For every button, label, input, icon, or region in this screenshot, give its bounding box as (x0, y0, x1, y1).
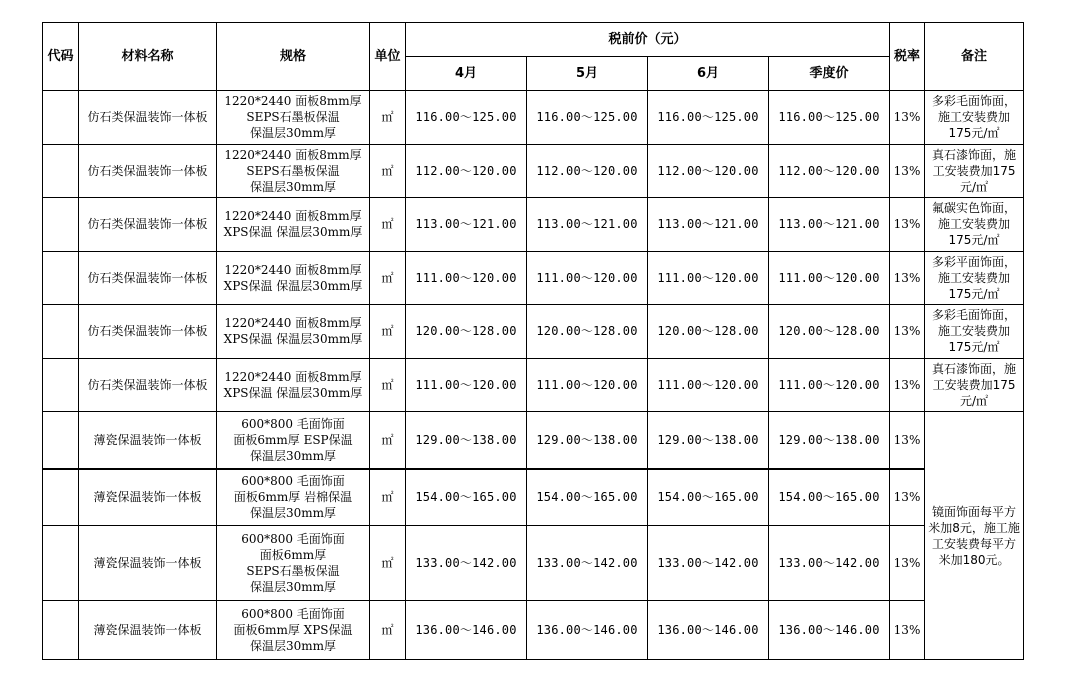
tax-rate-cell: 13% (890, 526, 925, 601)
tax-rate-cell: 13% (890, 412, 925, 469)
unit-cell: ㎡ (370, 526, 406, 601)
price-quarter-cell: 120.00～128.00 (769, 305, 890, 359)
price-table (42, 22, 1024, 660)
spec-line: 保温层30mm厚 (249, 506, 337, 521)
header-quarter-price: 季度价 (769, 57, 890, 91)
table-row (43, 358, 1024, 412)
material-name-cell: 薄瓷保温装饰一体板 (79, 412, 217, 469)
table-row (43, 469, 1024, 526)
price-may-cell: 112.00～120.00 (527, 144, 648, 198)
note-cell: 多彩平面饰面，施工安装费加175元/㎡ (925, 251, 1024, 305)
spec-cell (217, 91, 370, 145)
spec-cell (217, 198, 370, 252)
spec-line: 1220*2440 面板8mm厚 (224, 209, 362, 224)
header-note: 备注 (925, 23, 1024, 91)
material-name-cell: 仿石类保温装饰一体板 (79, 251, 217, 305)
price-june-cell: 133.00～142.00 (648, 526, 769, 601)
material-name-cell: 薄瓷保温装饰一体板 (79, 469, 217, 526)
tax-rate-cell: 13% (890, 251, 925, 305)
spec-line: 600*800 毛面饰面 (241, 474, 345, 489)
spec-cell (217, 469, 370, 526)
table-row (43, 526, 1024, 601)
code-cell (43, 412, 79, 469)
spec-line: 600*800 毛面饰面 (241, 532, 345, 546)
spec-line: 保温层30mm厚 (249, 448, 337, 463)
spec-line: 1220*2440 面板8mm厚 (224, 262, 362, 277)
spec-line: 面板6mm厚 ESP保温 (233, 432, 353, 447)
spec-cell (217, 144, 370, 198)
spec-line: SEPS石墨板保温 (246, 163, 340, 178)
material-name-cell: 仿石类保温装饰一体板 (79, 305, 217, 359)
code-cell (43, 251, 79, 305)
price-may-cell: 120.00～128.00 (527, 305, 648, 359)
header-name: 材料名称 (79, 23, 217, 91)
header-month-june: 6月 (648, 57, 769, 91)
merged-note-cell: 镜面饰面每平方米加8元，施工施工安装费每平方米加180元。 (925, 412, 1024, 660)
note-cell: 氟碳实色饰面，施工安装费加175元/㎡ (925, 198, 1024, 252)
unit-cell: ㎡ (370, 198, 406, 252)
material-name-cell: 仿石类保温装饰一体板 (79, 198, 217, 252)
unit-cell: ㎡ (370, 601, 406, 660)
material-name-cell: 薄瓷保温装饰一体板 (79, 526, 217, 601)
material-name-cell: 薄瓷保温装饰一体板 (79, 601, 217, 660)
price-april-cell: 129.00～138.00 (406, 412, 527, 469)
price-april-cell: 112.00～120.00 (406, 144, 527, 198)
header-price-group: 税前价（元） (406, 23, 890, 57)
spec-line: XPS保温 保温层30mm厚 (223, 278, 363, 293)
spec-line: 1220*2440 面板8mm厚 (224, 316, 362, 331)
price-april-cell: 111.00～120.00 (406, 358, 527, 412)
header-month-april: 4月 (406, 57, 527, 91)
price-may-cell: 129.00～138.00 (527, 412, 648, 469)
note-cell: 多彩毛面饰面，施工安装费加175元/㎡ (925, 305, 1024, 359)
spec-line: 面板6mm厚 岩棉保温 (233, 490, 353, 505)
header-month-may: 5月 (527, 57, 648, 91)
tax-rate-cell: 13% (890, 91, 925, 145)
code-cell (43, 91, 79, 145)
spec-cell (217, 305, 370, 359)
price-quarter-cell: 112.00～120.00 (769, 144, 890, 198)
price-may-cell: 113.00～121.00 (527, 198, 648, 252)
price-may-cell: 133.00～142.00 (527, 526, 648, 601)
price-quarter-cell: 136.00～146.00 (769, 601, 890, 660)
price-april-cell: 113.00～121.00 (406, 198, 527, 252)
price-april-cell: 154.00～165.00 (406, 469, 527, 526)
price-may-cell: 111.00～120.00 (527, 251, 648, 305)
spec-line: XPS保温 保温层30mm厚 (223, 332, 363, 347)
spec-line: XPS保温 保温层30mm厚 (223, 385, 363, 400)
table-row (43, 601, 1024, 660)
material-name-cell: 仿石类保温装饰一体板 (79, 91, 217, 145)
price-quarter-cell: 111.00～120.00 (769, 358, 890, 412)
unit-cell: ㎡ (370, 305, 406, 359)
tax-rate-cell: 13% (890, 469, 925, 526)
price-june-cell: 111.00～120.00 (648, 358, 769, 412)
price-april-cell: 116.00～125.00 (406, 91, 527, 145)
price-april-cell: 111.00～120.00 (406, 251, 527, 305)
price-june-cell: 112.00～120.00 (648, 144, 769, 198)
tax-rate-cell: 13% (890, 601, 925, 660)
note-cell: 真石漆饰面，施工安装费加175元/㎡ (925, 358, 1024, 412)
material-name-cell: 仿石类保温装饰一体板 (79, 144, 217, 198)
price-june-cell: 154.00～165.00 (648, 469, 769, 526)
spec-line: 面板6mm厚 (259, 548, 327, 562)
price-quarter-cell: 111.00～120.00 (769, 251, 890, 305)
price-april-cell: 120.00～128.00 (406, 305, 527, 359)
table-row (43, 251, 1024, 305)
unit-cell: ㎡ (370, 144, 406, 198)
code-cell (43, 601, 79, 660)
table-row (43, 412, 1024, 469)
code-cell (43, 526, 79, 601)
price-may-cell: 116.00～125.00 (527, 91, 648, 145)
price-quarter-cell: 129.00～138.00 (769, 412, 890, 469)
code-cell (43, 358, 79, 412)
note-cell: 真石漆饰面，施工安装费加175元/㎡ (925, 144, 1024, 198)
tax-rate-cell: 13% (890, 358, 925, 412)
price-june-cell: 129.00～138.00 (648, 412, 769, 469)
table-row (43, 144, 1024, 198)
code-cell (43, 198, 79, 252)
code-cell (43, 469, 79, 526)
spec-line: 1220*2440 面板8mm厚 (224, 369, 362, 384)
spec-cell (217, 601, 370, 660)
spec-line: 保温层30mm厚 (249, 580, 337, 594)
tax-rate-cell: 13% (890, 305, 925, 359)
spec-line: XPS保温 保温层30mm厚 (223, 225, 363, 240)
spec-line: 600*800 毛面饰面 (241, 607, 345, 621)
table-row (43, 91, 1024, 145)
spec-cell (217, 526, 370, 601)
code-cell (43, 305, 79, 359)
price-june-cell: 111.00～120.00 (648, 251, 769, 305)
unit-cell: ㎡ (370, 412, 406, 469)
spec-cell (217, 412, 370, 469)
header-tax: 税率 (890, 23, 925, 91)
spec-cell (217, 251, 370, 305)
price-june-cell: 116.00～125.00 (648, 91, 769, 145)
price-april-cell: 133.00～142.00 (406, 526, 527, 601)
spec-line: 600*800 毛面饰面 (241, 416, 345, 431)
spec-line: 保温层30mm厚 (249, 179, 337, 194)
table-row (43, 305, 1024, 359)
price-quarter-cell: 113.00～121.00 (769, 198, 890, 252)
price-june-cell: 113.00～121.00 (648, 198, 769, 252)
unit-cell: ㎡ (370, 358, 406, 412)
header-code: 代码 (43, 23, 79, 91)
table-row (43, 198, 1024, 252)
table-body (43, 91, 1024, 660)
price-june-cell: 120.00～128.00 (648, 305, 769, 359)
spec-line: 保温层30mm厚 (249, 639, 337, 653)
tax-rate-cell: 13% (890, 144, 925, 198)
price-quarter-cell: 154.00～165.00 (769, 469, 890, 526)
price-april-cell: 136.00～146.00 (406, 601, 527, 660)
spec-line: 面板6mm厚 XPS保温 (233, 623, 353, 637)
spec-line: 1220*2440 面板8mm厚 (224, 147, 362, 162)
header-unit: 单位 (370, 23, 406, 91)
spec-line: SEPS石墨板保温 (246, 564, 340, 578)
unit-cell: ㎡ (370, 251, 406, 305)
spec-line: 保温层30mm厚 (249, 126, 337, 141)
header-spec: 规格 (217, 23, 370, 91)
price-quarter-cell: 116.00～125.00 (769, 91, 890, 145)
material-name-cell: 仿石类保温装饰一体板 (79, 358, 217, 412)
price-may-cell: 111.00～120.00 (527, 358, 648, 412)
price-may-cell: 136.00～146.00 (527, 601, 648, 660)
spec-cell (217, 358, 370, 412)
tax-rate-cell: 13% (890, 198, 925, 252)
unit-cell: ㎡ (370, 91, 406, 145)
price-june-cell: 136.00～146.00 (648, 601, 769, 660)
price-quarter-cell: 133.00～142.00 (769, 526, 890, 601)
note-cell: 多彩毛面饰面，施工安装费加175元/㎡ (925, 91, 1024, 145)
unit-cell: ㎡ (370, 469, 406, 526)
price-may-cell: 154.00～165.00 (527, 469, 648, 526)
spec-line: 1220*2440 面板8mm厚 (224, 94, 362, 109)
code-cell (43, 144, 79, 198)
spec-line: SEPS石墨板保温 (246, 110, 340, 125)
